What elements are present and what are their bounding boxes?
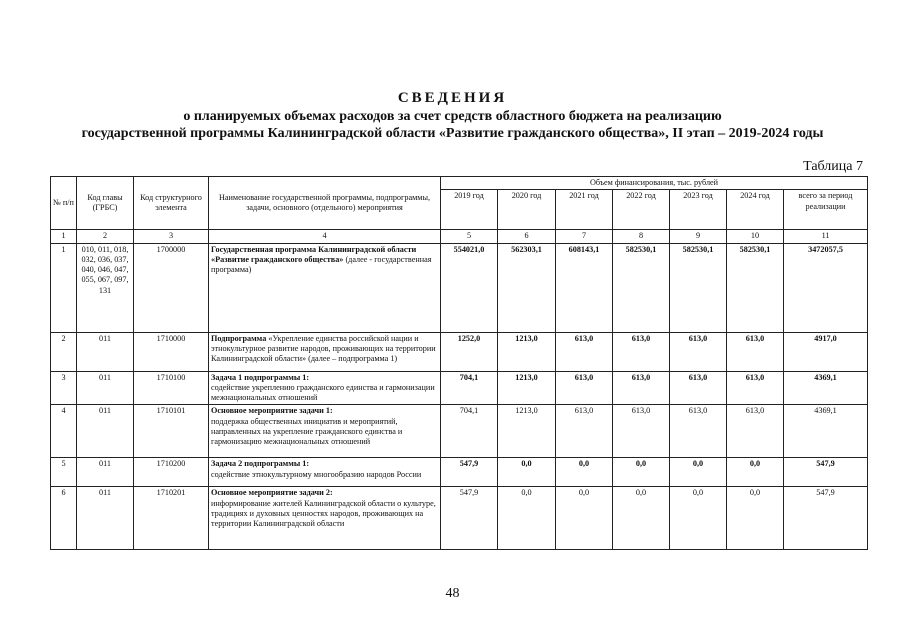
row-name: [209, 371, 441, 405]
row-2022: 0,0: [613, 487, 670, 550]
row-name-tail: информирование жителей Калининградской области о культуре, традициях и духовных ценностях народов, проживающих на территории Калининградской области: [211, 498, 436, 528]
row-name-head: Задача 2 подпрограммы 1:: [211, 459, 310, 469]
col-header-2021: 2021 год: [556, 190, 613, 230]
row-grbs: 011: [77, 332, 134, 371]
row-grbs: 011: [77, 371, 134, 405]
table-number: Таблица 7: [803, 159, 863, 174]
row-name-tail: поддержка общественных инициатив и мероприятий, направленных на укрепление гражданского единства и гармонизацию межнациональных отношений: [211, 416, 403, 446]
row-2024: 613,0: [727, 332, 784, 371]
row-name: [209, 487, 441, 550]
row-num: 5: [51, 458, 77, 487]
index-cell: 4: [209, 230, 441, 243]
col-header-2023: 2023 год: [670, 190, 727, 230]
row-code: 1710101: [134, 405, 209, 458]
row-2022: 613,0: [613, 332, 670, 371]
row-name: [209, 405, 441, 458]
row-2019: 547,9: [441, 458, 498, 487]
col-header-2019: 2019 год: [441, 190, 498, 230]
table-row: [51, 371, 868, 405]
row-num: 6: [51, 487, 77, 550]
row-total: 547,9: [784, 458, 868, 487]
row-grbs: 011: [77, 405, 134, 458]
financing-table: [50, 176, 868, 550]
document-title: СВЕДЕНИЯ: [397, 90, 508, 106]
row-2023: 582530,1: [670, 243, 727, 332]
row-2022: 613,0: [613, 371, 670, 405]
row-name-head: Подпрограмма: [211, 333, 267, 343]
col-header-total: всего за период реализации: [784, 190, 868, 230]
index-cell: 1: [51, 230, 77, 243]
row-name-head: Основное мероприятие задачи 2:: [211, 488, 333, 498]
document-subtitle-line2: государственной программы Калининградской области «Развитие гражданского общества», II этап – 2019-2024 годы: [81, 126, 824, 141]
row-2019: 554021,0: [441, 243, 498, 332]
row-name-head: Задача 1 подпрограммы 1:: [211, 372, 310, 382]
index-cell: 8: [613, 230, 670, 243]
row-2019: 704,1: [441, 371, 498, 405]
row-2024: 613,0: [727, 371, 784, 405]
row-name-head: Государственная программа Калининградской области «Развитие гражданского общества»: [211, 244, 417, 264]
row-num: 4: [51, 405, 77, 458]
row-2023: 0,0: [670, 487, 727, 550]
row-total: 3472057,5: [784, 243, 868, 332]
row-2023: 613,0: [670, 332, 727, 371]
row-code: 1710201: [134, 487, 209, 550]
row-grbs: 011: [77, 487, 134, 550]
row-2020: 1213,0: [498, 405, 556, 458]
row-num: 2: [51, 332, 77, 371]
row-grbs: 011: [77, 458, 134, 487]
index-cell: 5: [441, 230, 498, 243]
col-header-struct: Код структурного элемента: [134, 177, 209, 230]
col-header-2022: 2022 год: [613, 190, 670, 230]
row-2021: 613,0: [556, 405, 613, 458]
row-2022: 613,0: [613, 405, 670, 458]
col-header-grbs: Код главы (ГРБС): [77, 177, 134, 230]
index-row: [51, 230, 868, 243]
row-2021: 608143,1: [556, 243, 613, 332]
row-2021: 0,0: [556, 458, 613, 487]
row-name-head: Основное мероприятие задачи 1:: [211, 406, 333, 416]
row-total: 4369,1: [784, 371, 868, 405]
row-name: [209, 458, 441, 487]
col-header-2020: 2020 год: [498, 190, 556, 230]
row-2024: 0,0: [727, 487, 784, 550]
row-total: 4369,1: [784, 405, 868, 458]
index-cell: 3: [134, 230, 209, 243]
table-row: [51, 243, 868, 332]
row-2021: 0,0: [556, 487, 613, 550]
row-2024: 0,0: [727, 458, 784, 487]
row-2020: 562303,1: [498, 243, 556, 332]
row-name: [209, 243, 441, 332]
col-header-name: Наименование государственной программы, подпрограммы, задачи, основного (отдельного) мероприятия: [209, 177, 441, 230]
table-row: [51, 487, 868, 550]
row-2019: 704,1: [441, 405, 498, 458]
row-2021: 613,0: [556, 332, 613, 371]
document-subtitle-line1: о планируемых объемах расходов за счет средств областного бюджета на реализацию: [183, 109, 722, 124]
row-2020: 0,0: [498, 458, 556, 487]
row-code: 1710100: [134, 371, 209, 405]
row-num: 3: [51, 371, 77, 405]
row-2021: 613,0: [556, 371, 613, 405]
row-num: 1: [51, 243, 77, 332]
row-2023: 613,0: [670, 405, 727, 458]
row-2019: 547,9: [441, 487, 498, 550]
row-name-tail: содействие укреплению гражданского единства и гармонизации межнациональных отношений: [211, 382, 435, 402]
row-total: 4917,0: [784, 332, 868, 371]
row-total: 547,9: [784, 487, 868, 550]
col-header-financing: Объем финансирования, тыс. рублей: [441, 177, 868, 190]
row-2022: 582530,1: [613, 243, 670, 332]
index-cell: 7: [556, 230, 613, 243]
row-2023: 613,0: [670, 371, 727, 405]
row-code: 1710000: [134, 332, 209, 371]
row-grbs: 010, 011, 018, 032, 036, 037, 040, 046, 047, 055, 067, 097, 131: [77, 243, 134, 332]
index-cell: 2: [77, 230, 134, 243]
row-name-tail: (далее - государственная программа): [211, 254, 432, 274]
row-name-tail: «Укрепление единства российской нации и этнокультурное развитие народов, проживающих на территории Калининградской области» (далее – подпрограмма 1): [211, 333, 436, 363]
row-2020: 1213,0: [498, 332, 556, 371]
row-2022: 0,0: [613, 458, 670, 487]
row-name: [209, 332, 441, 371]
row-code: 1710200: [134, 458, 209, 487]
table-row: [51, 405, 868, 458]
index-cell: 6: [498, 230, 556, 243]
col-header-num: № п/п: [51, 177, 77, 230]
row-name-tail: содействие этнокультурному многообразию народов России: [211, 469, 422, 479]
row-2024: 582530,1: [727, 243, 784, 332]
row-2024: 613,0: [727, 405, 784, 458]
col-header-2024: 2024 год: [727, 190, 784, 230]
index-cell: 9: [670, 230, 727, 243]
index-cell: 10: [727, 230, 784, 243]
page-number: 48: [445, 586, 460, 601]
index-cell: 11: [784, 230, 868, 243]
row-code: 1700000: [134, 243, 209, 332]
row-2020: 0,0: [498, 487, 556, 550]
table-row: [51, 332, 868, 371]
row-2020: 1213,0: [498, 371, 556, 405]
row-2023: 0,0: [670, 458, 727, 487]
table-row: [51, 458, 868, 487]
row-2019: 1252,0: [441, 332, 498, 371]
